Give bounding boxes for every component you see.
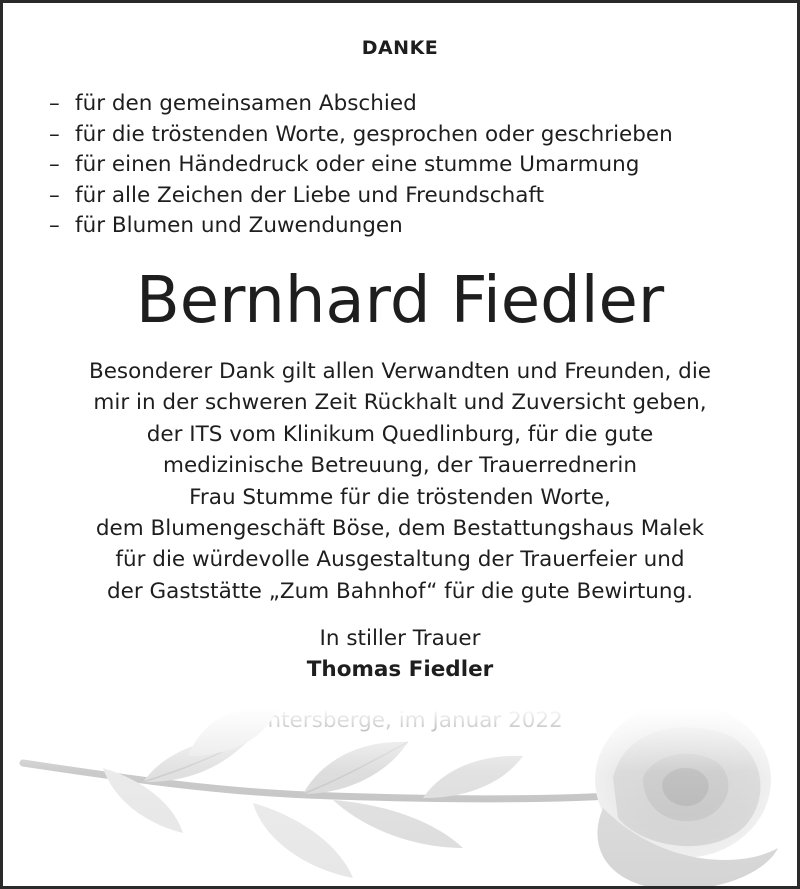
list-item: [49, 211, 673, 242]
dash-bullet: –: [49, 91, 60, 116]
list-item: [49, 181, 673, 212]
dash-bullet: –: [49, 213, 60, 238]
list-item-text: für den gemeinsamen Abschied: [75, 91, 417, 116]
list-item: [49, 120, 673, 151]
thanks-list: [49, 89, 673, 242]
mourning-line: In stiller Trauer: [319, 626, 481, 651]
heading: DANKE: [361, 37, 439, 59]
dash-bullet: –: [49, 121, 60, 147]
message-line: mir in der schweren Zeit Rückhalt und Zuversicht geben,: [93, 390, 707, 416]
message-line: medizinische Betreuung, der Trauerrednerin: [163, 453, 637, 479]
list-item: [49, 150, 673, 181]
list-item-text: für Blumen und Zuwendungen: [75, 213, 403, 238]
message-line: der ITS vom Klinikum Quedlinburg, für die gute: [146, 421, 654, 447]
list-item-text: für die tröstenden Worte, gesprochen oder geschrieben: [75, 121, 673, 147]
list-item-text: für einen Händedruck oder eine stumme Umarmung: [75, 152, 640, 177]
deceased-name: Bernhard Fiedler: [135, 264, 665, 338]
message-line: für die würdevolle Ausgestaltung der Trauerfeier und: [115, 547, 685, 573]
rose-illustration: [3, 708, 800, 889]
dash-bullet: –: [49, 152, 60, 177]
list-item-text: für alle Zeichen der Liebe und Freundschaft: [75, 182, 545, 208]
message-line: dem Blumengeschäft Böse, dem Bestattungshaus Malek: [95, 516, 705, 542]
message-line: Besonderer Dank gilt allen Verwandten und Freunden, die: [88, 359, 712, 384]
message-line: Frau Stumme für die tröstenden Worte,: [189, 484, 611, 510]
message-line: der Gaststätte „Zum Bahnhof“ für die gute Bewirtung.: [106, 578, 694, 604]
thanks-message: [23, 356, 777, 607]
dash-bullet: –: [49, 182, 60, 208]
signer-name: Thomas Fiedler: [306, 657, 494, 682]
list-item: [49, 89, 673, 120]
